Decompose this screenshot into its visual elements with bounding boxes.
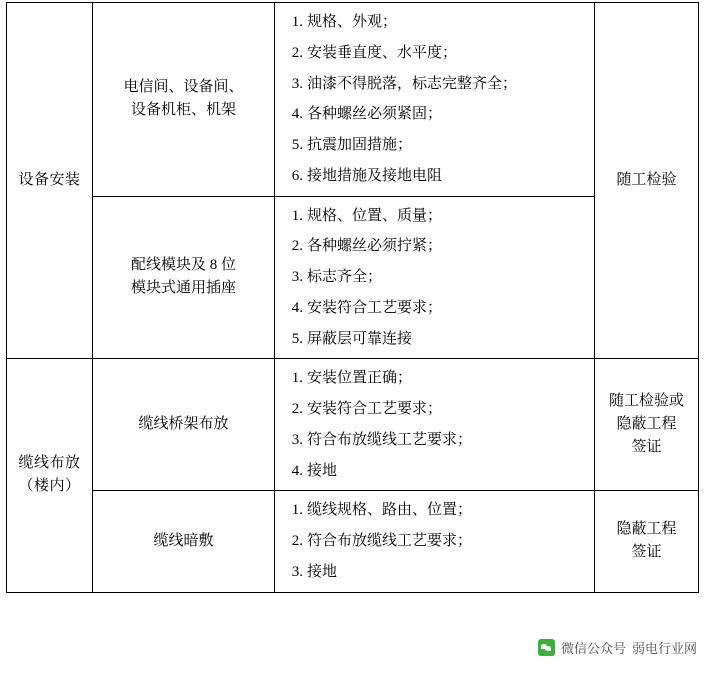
list-item: 接地 <box>307 462 338 479</box>
list-item: 规格、位置、质量； <box>307 207 443 224</box>
list-item: 各种螺丝必须拧紧； <box>307 238 443 255</box>
table-row <box>7 3 699 197</box>
method-cell <box>595 3 699 359</box>
method-line: 签证 <box>631 544 662 561</box>
content-list <box>281 201 588 355</box>
item-cell <box>93 359 275 491</box>
content-cell <box>275 196 595 359</box>
list-item: 规格、外观； <box>307 14 398 30</box>
content-list <box>281 363 588 486</box>
list-item: 安装位置正确； <box>307 370 413 387</box>
item-line: 电信间、设备间、 <box>123 79 244 95</box>
item-line: 模块式通用插座 <box>130 280 236 297</box>
watermark-badge <box>534 636 701 659</box>
content-list <box>281 7 588 192</box>
list-item: 缆线规格、路由、位置； <box>307 502 473 519</box>
method-line: 隐蔽工程 <box>616 521 677 538</box>
item-cell <box>93 196 275 359</box>
category-line: （楼内） <box>18 478 81 495</box>
list-item: 接地 <box>307 563 338 580</box>
inspection-table <box>6 2 699 593</box>
item-line: 设备机柜、机架 <box>130 102 236 119</box>
item-cell <box>93 3 275 197</box>
list-item: 屏蔽层可靠连接 <box>307 330 413 347</box>
method-cell <box>595 491 699 592</box>
category-line: 设备安装 <box>18 172 81 188</box>
content-cell <box>275 3 595 197</box>
wechat-icon <box>538 639 555 656</box>
content-cell <box>275 359 595 491</box>
method-line: 随工检验或 <box>608 392 684 409</box>
list-item: 安装符合工艺要求； <box>307 401 443 417</box>
list-item: 符合布放缆线工艺要求； <box>307 533 473 549</box>
list-item: 抗震加固措施； <box>307 137 413 153</box>
method-cell <box>595 359 699 491</box>
method-line: 签证 <box>631 439 662 456</box>
watermark-label: 微信公众号 <box>560 641 626 656</box>
item-line: 缆线暗敷 <box>153 532 214 549</box>
method-line: 隐蔽工程 <box>616 416 677 433</box>
list-item: 符合布放缆线工艺要求； <box>307 431 473 448</box>
content-list <box>281 495 588 587</box>
category-cell <box>7 359 93 592</box>
item-line: 配线模块及 8 位 <box>130 257 236 274</box>
item-cell <box>93 491 275 592</box>
category-cell <box>7 3 93 359</box>
list-item: 油漆不得脱落，标志完整齐全； <box>307 75 518 92</box>
table-row <box>7 359 699 491</box>
method-line: 随工检验 <box>616 172 677 188</box>
list-item: 各种螺丝必须紧固； <box>307 106 443 123</box>
list-item: 安装垂直度、水平度； <box>307 44 458 61</box>
item-line: 缆线桥架布放 <box>138 416 229 433</box>
list-item: 安装符合工艺要求； <box>307 299 443 316</box>
watermark-name: 弱电行业网 <box>631 641 697 656</box>
list-item: 标志齐全； <box>307 269 383 285</box>
list-item: 接地措施及接地电阻 <box>307 167 443 184</box>
table-row <box>7 491 699 592</box>
content-cell <box>275 491 595 592</box>
category-line: 缆线布放 <box>18 455 81 472</box>
